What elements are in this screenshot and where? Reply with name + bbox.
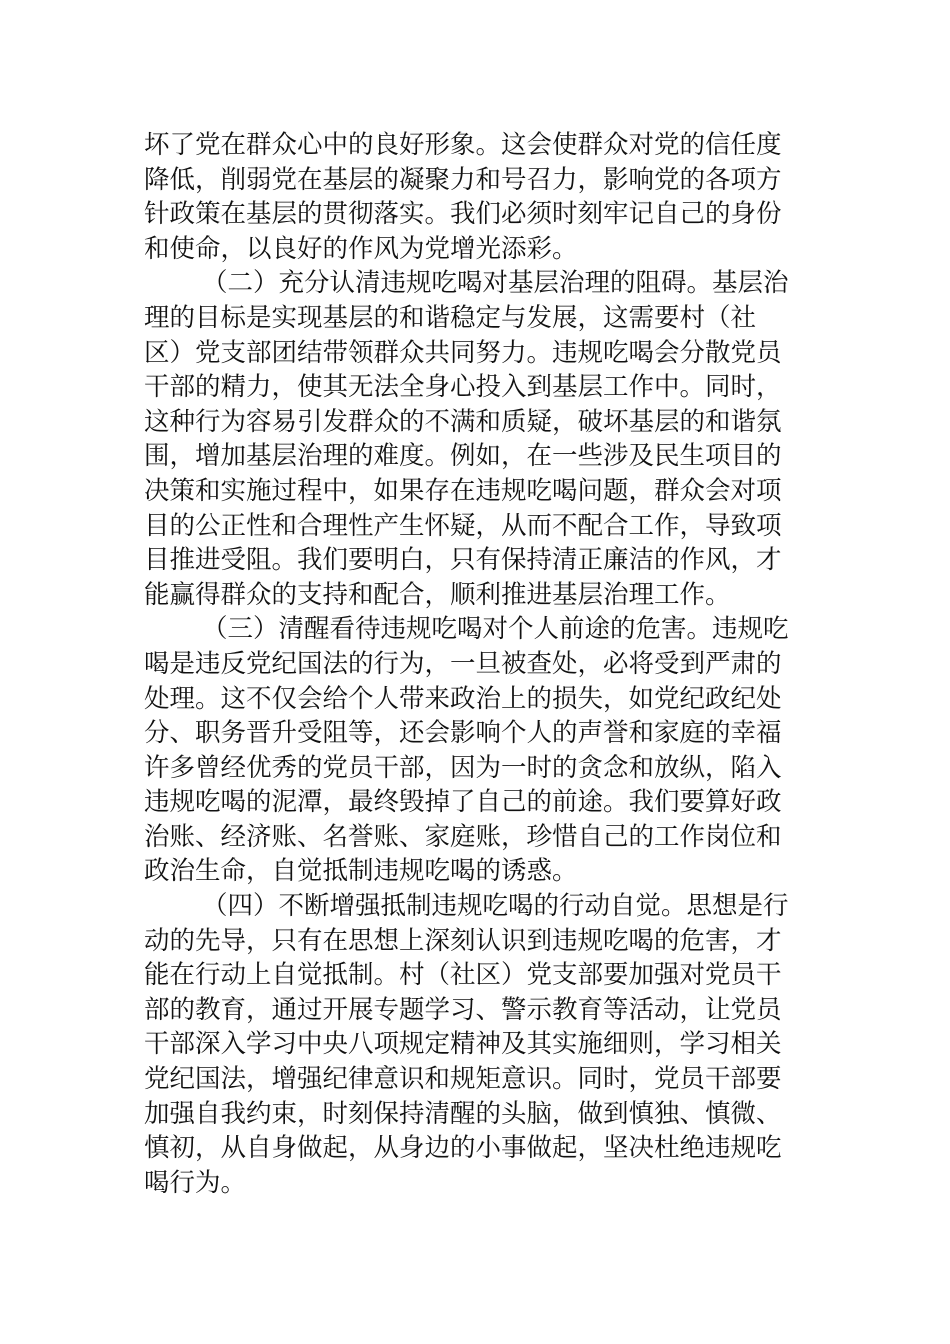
text-line: 违规吃喝的泥潭，最终毁掉了自己的前途。我们要算好政	[144, 787, 782, 818]
text-line-first: （三）清醒看待违规吃喝对个人前途的危害。违规吃	[202, 614, 789, 645]
text-line: 政治生命，自觉抵制违规吃喝的诱惑。	[144, 856, 578, 887]
text-line: 许多曾经优秀的党员干部，因为一时的贪念和放纵，陷入	[144, 752, 782, 783]
text-line: 党纪国法，增强纪律意识和规矩意识。同时，党员干部要	[144, 1064, 782, 1095]
text-line: 部的教育，通过开展专题学习、警示教育等活动，让党员	[144, 994, 782, 1025]
text-line: 和使命，以良好的作风为党增光添彩。	[144, 233, 578, 264]
text-line: 慎初，从自身做起，从身边的小事做起，坚决杜绝违规吃	[144, 1133, 782, 1164]
text-line: 治账、经济账、名誉账、家庭账，珍惜自己的工作岗位和	[144, 821, 782, 852]
text-line: 目的公正性和合理性产生怀疑，从而不配合工作，导致项	[144, 510, 782, 541]
paragraph-1-continued	[144, 128, 808, 266]
text-line: 围，增加基层治理的难度。例如，在一些涉及民生项目的	[144, 441, 782, 472]
text-line: 坏了党在群众心中的良好形象。这会使群众对党的信任度	[144, 130, 782, 160]
paragraph-2	[144, 266, 808, 612]
text-line: 干部深入学习中央八项规定精神及其实施细则，学习相关	[144, 1029, 782, 1060]
paragraph-4	[144, 889, 808, 1200]
text-line: 喝是违反党纪国法的行为，一旦被查处，必将受到严肃的	[144, 648, 782, 679]
text-line: 目推进受阻。我们要明白，只有保持清正廉洁的作风，才	[144, 545, 782, 576]
text-line: 动的先导，只有在思想上深刻认识到违规吃喝的危害，才	[144, 925, 782, 956]
text-line: 加强自我约束，时刻保持清醒的头脑，做到慎独、慎微、	[144, 1098, 782, 1129]
document-body	[144, 128, 808, 1200]
paragraph-3	[144, 612, 808, 889]
text-line: 决策和实施过程中，如果存在违规吃喝问题，群众会对项	[144, 475, 782, 506]
text-line: 区）党支部团结带领群众共同努力。违规吃喝会分散党员	[144, 337, 782, 368]
text-line: 能在行动上自觉抵制。村（社区）党支部要加强对党员干	[144, 960, 782, 991]
text-line: 处理。这不仅会给个人带来政治上的损失，如党纪政纪处	[144, 683, 782, 714]
text-line-first: （二）充分认清违规吃喝对基层治理的阻碍。基层治	[202, 268, 789, 299]
text-line-first: （四）不断增强抵制违规吃喝的行动自觉。思想是行	[202, 891, 789, 922]
text-line: 这种行为容易引发群众的不满和质疑，破坏基层的和谐氛	[144, 406, 782, 437]
text-line: 能赢得群众的支持和配合，顺利推进基层治理工作。	[144, 579, 731, 610]
text-line: 针政策在基层的贯彻落实。我们必须时刻牢记自己的身份	[144, 199, 782, 230]
text-line: 干部的精力，使其无法全身心投入到基层工作中。同时，	[144, 372, 782, 403]
text-line: 降低，削弱党在基层的凝聚力和号召力，影响党的各项方	[144, 164, 782, 195]
text-line: 理的目标是实现基层的和谐稳定与发展，这需要村（社	[144, 302, 757, 333]
text-line: 分、职务晋升受阻等，还会影响个人的声誉和家庭的幸福	[144, 718, 782, 749]
text-line: 喝行为。	[144, 1167, 247, 1198]
